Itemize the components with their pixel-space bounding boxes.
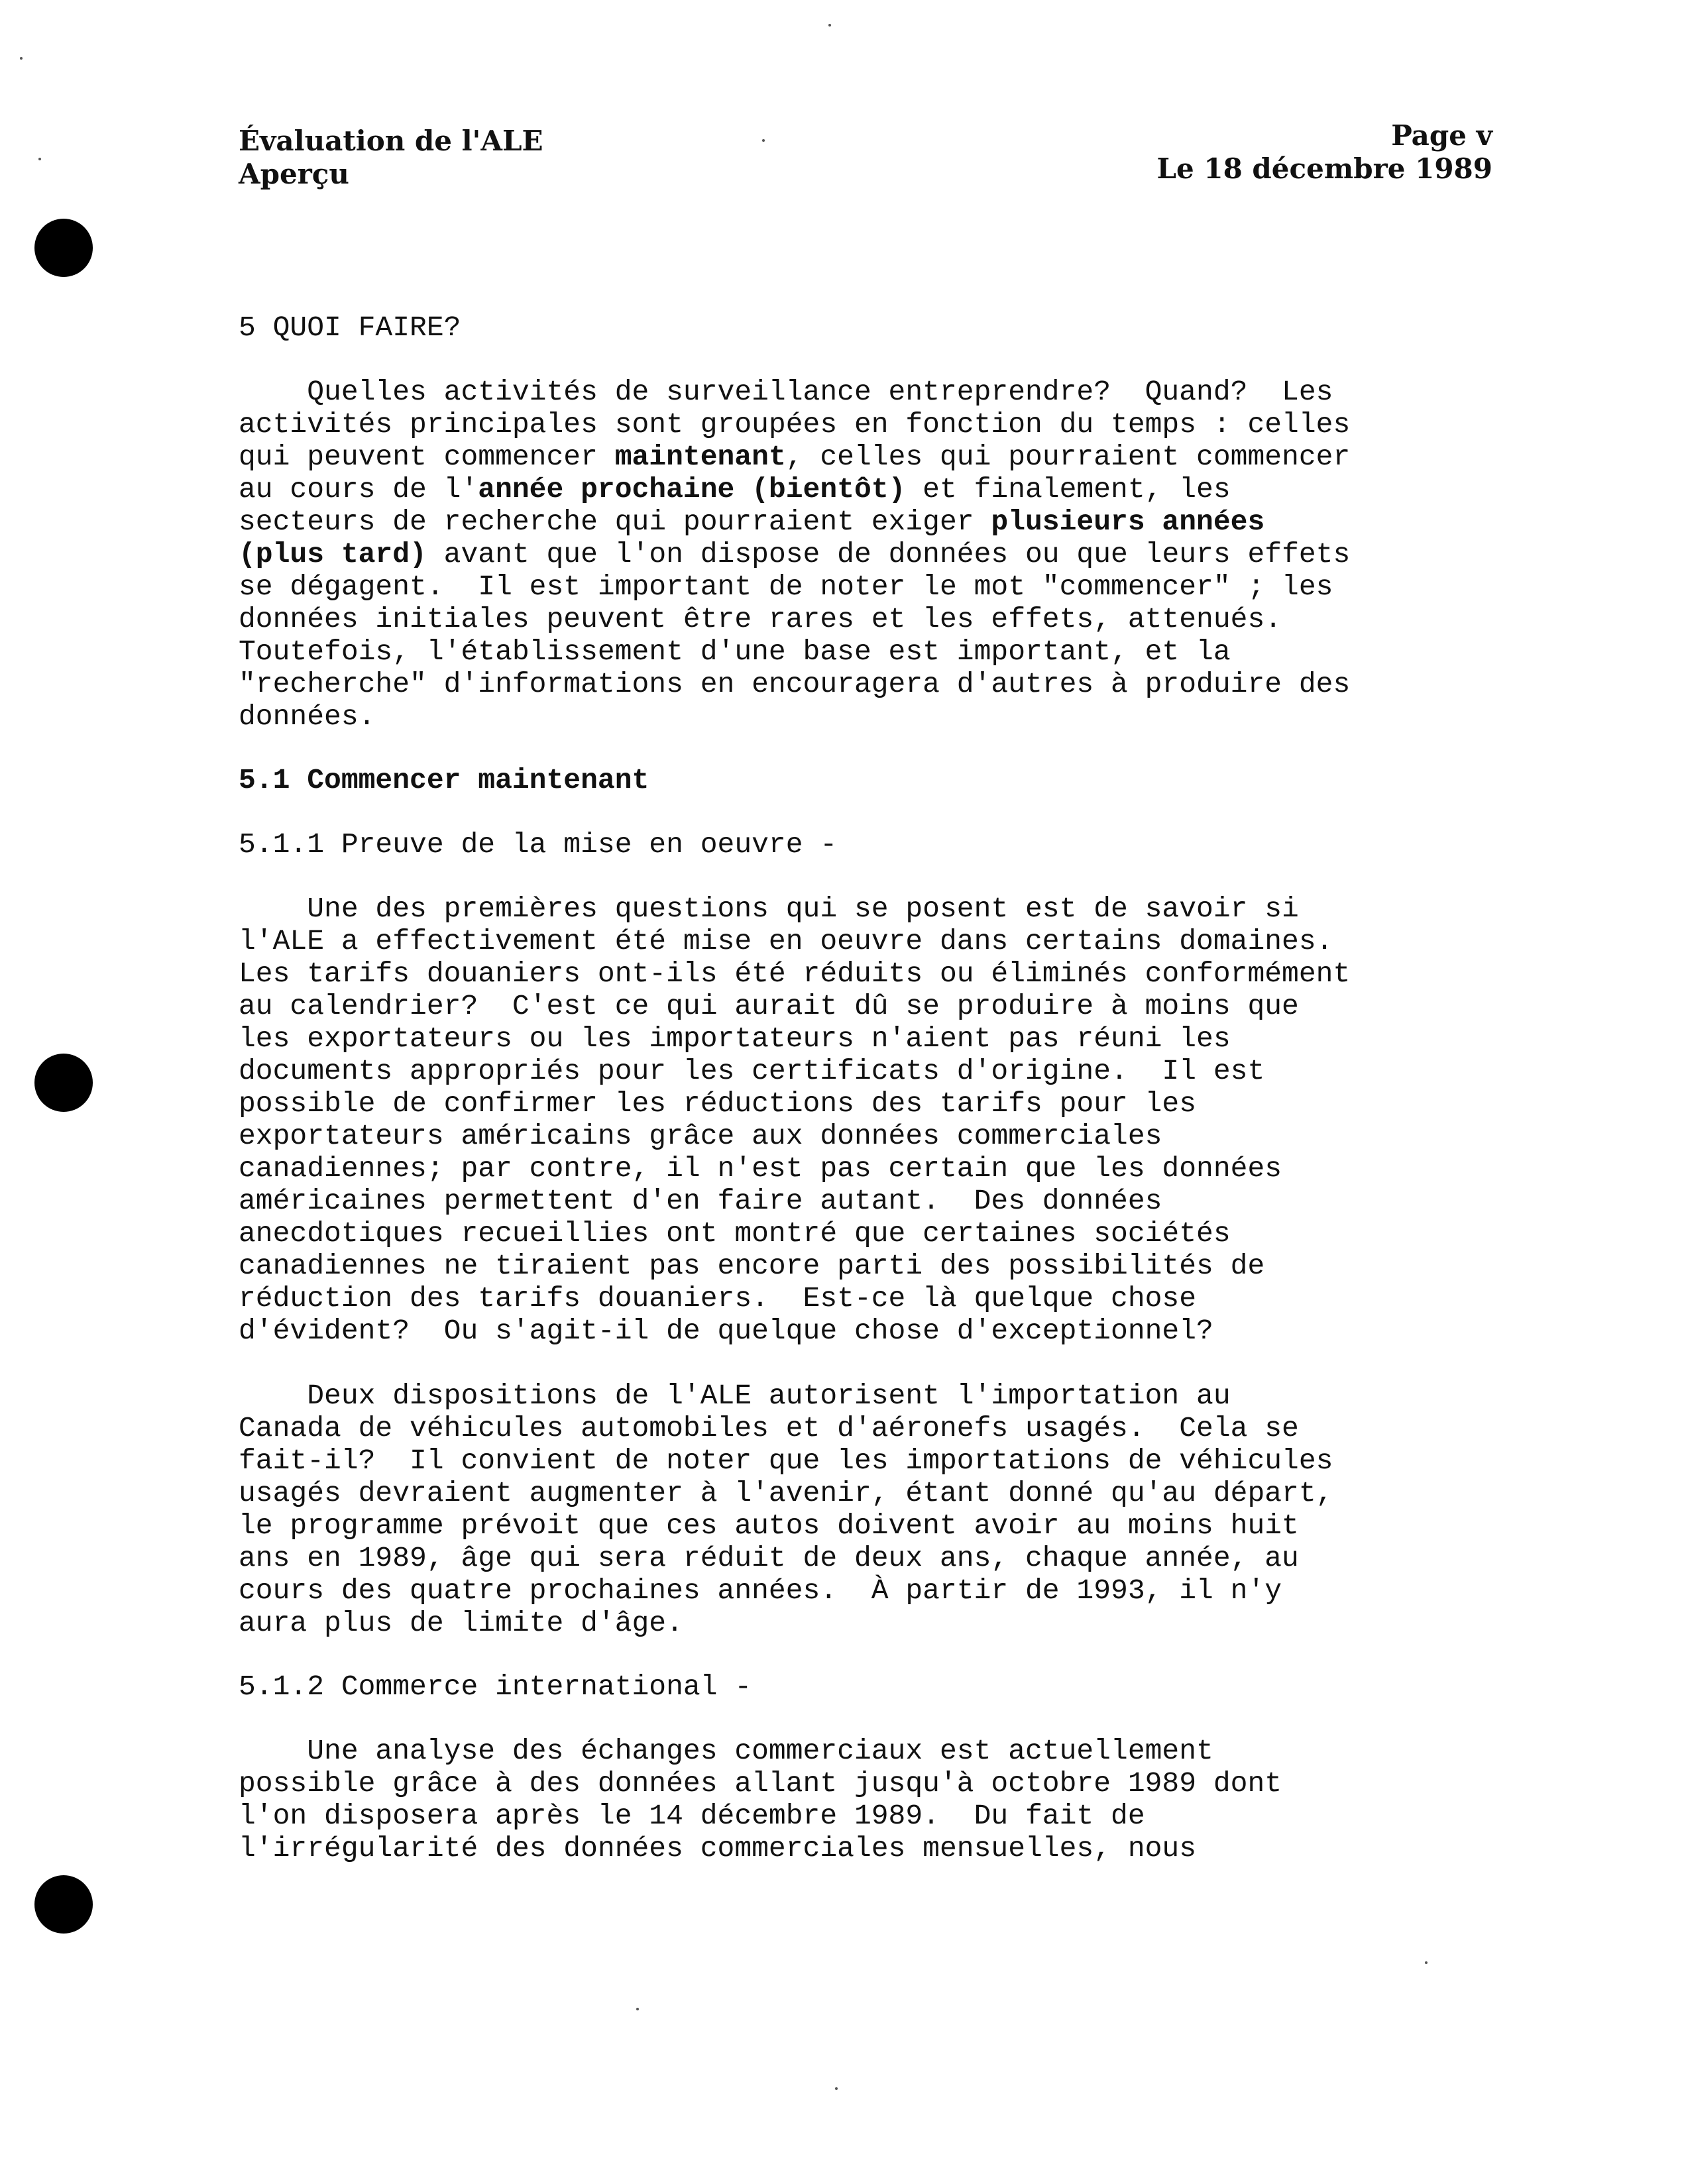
paragraph-line: d'évident? Ou s'agit-il de quelque chose d'exceptionnel? [239,1315,1213,1347]
paragraph-line: données. [239,700,376,733]
paragraph-line: qui peuvent commencer maintenant, celles qui pourraient commencer [239,441,1351,473]
paragraph-line: usagés devraient augmenter à l'avenir, étant donné qu'au départ, [239,1477,1333,1509]
paragraph-line: Une analyse des échanges commerciaux est actuellement [239,1735,1213,1767]
paragraph-line: Quelles activités de surveillance entreprendre? Quand? Les [239,376,1333,408]
section-5-1-2-paragraph-1 [239,1735,1498,1865]
paragraph-line: cours des quatre prochaines années. À partir de 1993, il n'y [239,1574,1282,1607]
paragraph-line: (plus tard) avant que l'on dispose de données ou que leurs effets [239,538,1351,571]
paragraph-line: Canada de véhicules automobiles et d'aéronefs usagés. Cela se [239,1412,1299,1445]
paragraph-line: l'ALE a effectivement été mise en oeuvre dans certains domaines. [239,925,1333,957]
scan-speck [762,139,765,142]
header-title: Évaluation de l'ALE [239,125,543,157]
paragraph-line: canadiennes ne tiraient pas encore parti des possibilités de [239,1250,1265,1282]
paragraph-line: réduction des tarifs douaniers. Est-ce là quelque chose [239,1282,1197,1315]
paragraph-line: "recherche" d'informations en encouragera d'autres à produire des [239,668,1351,700]
paragraph-line: activités principales sont groupées en fonction du temps : celles [239,408,1351,441]
emphasis-plusieurs-annees: plusieurs années [991,506,1265,538]
paragraph-line: secteurs de recherche qui pourraient exiger plusieurs années [239,506,1265,538]
page-number: Page v [1391,119,1492,152]
paragraph-line: se dégagent. Il est important de noter le mot "commencer" ; les [239,571,1333,603]
paragraph-line: aura plus de limite d'âge. [239,1607,683,1639]
scan-speck [828,24,831,27]
paragraph-line: au cours de l'année prochaine (bientôt) et finalement, les [239,473,1231,506]
section-heading-5-1: 5.1 Commencer maintenant [239,764,649,796]
scan-speck [38,158,41,160]
scan-speck [636,2008,639,2010]
punch-hole-top [34,219,93,277]
section-heading-5: 5 QUOI FAIRE? [239,311,461,344]
paragraph-line: ans en 1989, âge qui sera réduit de deux ans, chaque année, au [239,1542,1299,1574]
paragraph-line: le programme prévoit que ces autos doivent avoir au moins huit [239,1509,1299,1542]
paragraph-line: l'on disposera après le 14 décembre 1989. Du fait de [239,1800,1145,1832]
paragraph-line: anecdotiques recueillies ont montré que certaines sociétés [239,1217,1231,1250]
paragraph-line: possible de confirmer les réductions des tarifs pour les [239,1087,1197,1120]
paragraph-line: exportateurs américains grâce aux données commerciales [239,1120,1162,1152]
header-right [1156,119,1492,186]
paragraph-line: les exportateurs ou les importateurs n'aient pas réuni les [239,1022,1231,1055]
section-heading-5-1-2: 5.1.2 Commerce international - [239,1670,752,1703]
emphasis-plus-tard: (plus tard) [239,538,427,571]
section-5-intro-paragraph [239,376,1498,733]
punch-hole-middle [34,1054,93,1112]
paragraph-line: l'irrégularité des données commerciales mensuelles, nous [239,1832,1197,1865]
paragraph-line: possible grâce à des données allant jusqu'à octobre 1989 dont [239,1767,1282,1800]
section-5-1-1-paragraph-1 [239,893,1498,1347]
header-date: Le 18 décembre 1989 [1156,152,1492,185]
scan-speck [20,57,23,60]
scan-speck [1425,1961,1428,1964]
section-5-1-1-paragraph-2 [239,1380,1498,1639]
document-body [239,311,1498,1865]
paragraph-line: fait-il? Il convient de noter que les importations de véhicules [239,1445,1333,1477]
paragraph-line: documents appropriés pour les certificats d'origine. Il est [239,1055,1265,1087]
header-subtitle: Aperçu [239,158,349,190]
paragraph-line: canadiennes; par contre, il n'est pas certain que les données [239,1152,1282,1185]
paragraph-line: données initiales peuvent être rares et les effets, attenués. [239,603,1282,635]
paragraph-line: au calendrier? C'est ce qui aurait dû se produire à moins que [239,990,1299,1022]
emphasis-maintenant: maintenant [614,441,786,473]
paragraph-line: Toutefois, l'établissement d'une base est important, et la [239,635,1231,668]
paragraph-line: Les tarifs douaniers ont-ils été réduits ou éliminés conformément [239,957,1351,990]
scan-speck [835,2087,838,2090]
paragraph-line: Une des premières questions qui se posent est de savoir si [239,893,1299,925]
emphasis-annee-prochaine: année prochaine (bientôt) [478,473,906,506]
header-left [239,125,543,191]
section-heading-5-1-1: 5.1.1 Preuve de la mise en oeuvre - [239,828,838,861]
paragraph-line: américaines permettent d'en faire autant. Des données [239,1185,1162,1217]
paragraph-line: Deux dispositions de l'ALE autorisent l'importation au [239,1380,1231,1412]
punch-hole-bottom [34,1875,93,1934]
